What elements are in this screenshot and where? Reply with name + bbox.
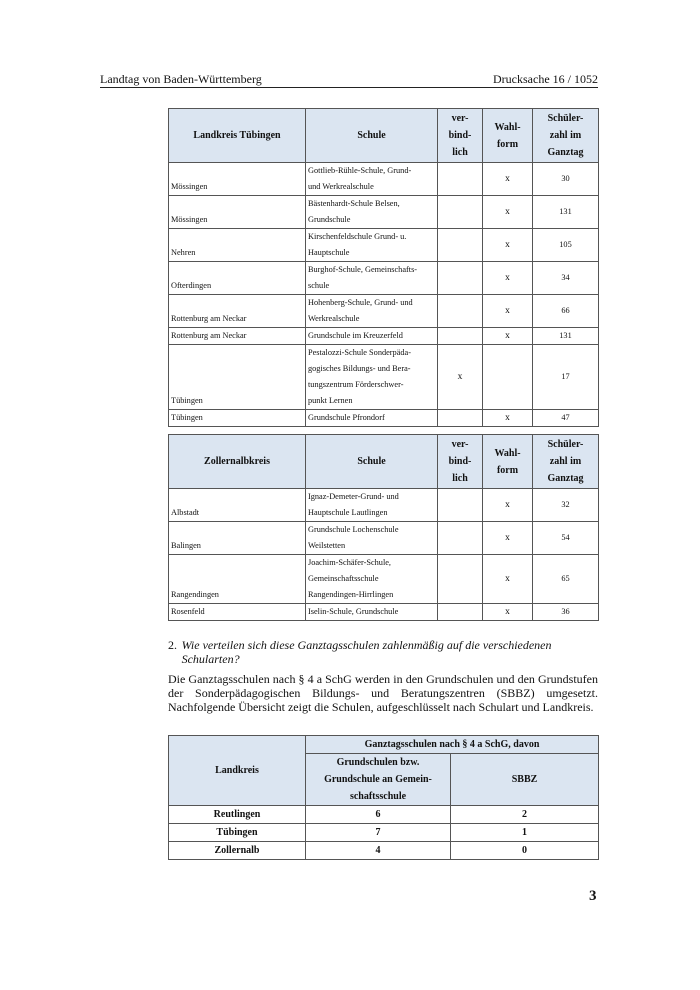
cell-schuelerzahl: 131 [533, 328, 599, 345]
cell-verbindlich [438, 522, 483, 555]
cell-schuelerzahl: 36 [533, 604, 599, 621]
header-landkreis: Landkreis Tübingen [169, 109, 306, 163]
table-row [169, 806, 599, 824]
table-row [169, 489, 599, 522]
table-row [169, 604, 599, 621]
table-landkreis-tuebingen [168, 108, 599, 427]
cell-grundschulen: 7 [306, 824, 451, 842]
cell-schule: Bästenhardt-Schule Belsen, Grundschule [306, 196, 438, 229]
header-document-number: Drucksache 16 / 1052 [493, 72, 598, 86]
cell-wahlform: x [483, 555, 533, 604]
cell-schule: Grundschule Lochenschule Weilstetten [306, 522, 438, 555]
cell-schuelerzahl: 54 [533, 522, 599, 555]
cell-wahlform: x [483, 295, 533, 328]
cell-ort: Albstadt [169, 489, 306, 522]
cell-grundschulen: 6 [306, 806, 451, 824]
table-row [169, 824, 599, 842]
page-number: 3 [589, 888, 597, 904]
question-text: Wie verteilen sich diese Ganztagsschulen zahlenmäßig auf die verschiedenen Schularten? [181, 638, 552, 666]
header-schuelerzahl: Schüler- zahl im Ganztag [533, 109, 599, 163]
cell-ort: Tübingen [169, 345, 306, 410]
cell-ort: Rottenburg am Neckar [169, 328, 306, 345]
cell-schule: Pestalozzi-Schule Sonderpäda- gogisches Bildungs- und Bera- tungszentrum Förderschwer- punkt Lernen [306, 345, 438, 410]
cell-ort: Balingen [169, 522, 306, 555]
header-sbbz: SBBZ [451, 754, 599, 806]
table-row [169, 196, 599, 229]
cell-landkreis: Reutlingen [169, 806, 306, 824]
header-verbindlich: ver- bind- lich [438, 109, 483, 163]
table-header-row [169, 109, 599, 163]
cell-verbindlich [438, 163, 483, 196]
cell-wahlform: x [483, 522, 533, 555]
cell-wahlform: x [483, 328, 533, 345]
header-grundschulen: Grundschulen bzw. Grundschule an Gemein- schaftsschule [306, 754, 451, 806]
cell-verbindlich [438, 295, 483, 328]
header-ganztagsschulen: Ganztagsschulen nach § 4 a SchG, davon [306, 736, 599, 754]
cell-ort: Mössingen [169, 196, 306, 229]
header-schuelerzahl: Schüler- zahl im Ganztag [533, 435, 599, 489]
cell-schuelerzahl: 131 [533, 196, 599, 229]
cell-schuelerzahl: 32 [533, 489, 599, 522]
table-row [169, 555, 599, 604]
table-row [169, 229, 599, 262]
cell-verbindlich [438, 328, 483, 345]
cell-verbindlich: x [438, 345, 483, 410]
cell-schule: Kirschenfeldschule Grund- u. Hauptschule [306, 229, 438, 262]
answer-paragraph: Die Ganztagsschulen nach § 4 a SchG werden in den Grundschulen und den Grundstufen der Sonderpädagogischen Bildungs- und Beratungszentren (SBBZ) umgesetzt. Nachfolgende Übersicht zeigt die Schulen, aufgeschlüsselt nach Schulart und Landkreis. [168, 672, 598, 714]
cell-schule: Hohenberg-Schule, Grund- und Werkrealschule [306, 295, 438, 328]
cell-sbbz: 1 [451, 824, 599, 842]
header-wahlform: Wahl- form [483, 109, 533, 163]
cell-wahlform: x [483, 410, 533, 427]
cell-wahlform: x [483, 604, 533, 621]
cell-wahlform [483, 345, 533, 410]
cell-wahlform: x [483, 163, 533, 196]
cell-schuelerzahl: 105 [533, 229, 599, 262]
table-row [169, 295, 599, 328]
cell-verbindlich [438, 229, 483, 262]
header-landkreis: Zollernalbkreis [169, 435, 306, 489]
cell-verbindlich [438, 604, 483, 621]
cell-ort: Nehren [169, 229, 306, 262]
question-2 [168, 638, 598, 666]
header-schule: Schule [306, 109, 438, 163]
cell-schuelerzahl: 66 [533, 295, 599, 328]
header-wahlform: Wahl- form [483, 435, 533, 489]
cell-landkreis: Tübingen [169, 824, 306, 842]
cell-schuelerzahl: 65 [533, 555, 599, 604]
table-row [169, 522, 599, 555]
cell-ort: Rottenburg am Neckar [169, 295, 306, 328]
cell-verbindlich [438, 410, 483, 427]
page-header [100, 72, 598, 88]
cell-sbbz: 2 [451, 806, 599, 824]
question-number: 2. [168, 638, 177, 652]
table-row [169, 345, 599, 410]
summary-header-row [169, 736, 599, 754]
cell-landkreis: Zollernalb [169, 842, 306, 860]
cell-wahlform: x [483, 489, 533, 522]
cell-wahlform: x [483, 229, 533, 262]
cell-wahlform: x [483, 262, 533, 295]
cell-schule: Joachim-Schäfer-Schule, Gemeinschaftsschule Rangendingen-Hirrlingen [306, 555, 438, 604]
table-row [169, 410, 599, 427]
cell-schuelerzahl: 17 [533, 345, 599, 410]
cell-grundschulen: 4 [306, 842, 451, 860]
cell-schule: Gottlieb-Rühle-Schule, Grund- und Werkrealschule [306, 163, 438, 196]
header-parliament: Landtag von Baden-Württemberg [100, 72, 262, 86]
cell-schule: Burghof-Schule, Gemeinschafts- schule [306, 262, 438, 295]
cell-schule: Iselin-Schule, Grundschule [306, 604, 438, 621]
cell-ort: Rosenfeld [169, 604, 306, 621]
cell-schuelerzahl: 30 [533, 163, 599, 196]
table-row [169, 163, 599, 196]
header-verbindlich: ver- bind- lich [438, 435, 483, 489]
cell-verbindlich [438, 262, 483, 295]
cell-schuelerzahl: 47 [533, 410, 599, 427]
table-row [169, 842, 599, 860]
cell-schule: Ignaz-Demeter-Grund- und Hauptschule Lautlingen [306, 489, 438, 522]
table-zollernalbkreis [168, 434, 599, 621]
header-schule: Schule [306, 435, 438, 489]
cell-schule: Grundschule Pfrondorf [306, 410, 438, 427]
cell-schuelerzahl: 34 [533, 262, 599, 295]
cell-verbindlich [438, 489, 483, 522]
table-summary [168, 735, 599, 860]
cell-schule: Grundschule im Kreuzerfeld [306, 328, 438, 345]
cell-verbindlich [438, 555, 483, 604]
cell-ort: Ofterdingen [169, 262, 306, 295]
cell-ort: Mössingen [169, 163, 306, 196]
header-landkreis: Landkreis [169, 736, 306, 806]
table-row [169, 328, 599, 345]
cell-ort: Tübingen [169, 410, 306, 427]
cell-ort: Rangendingen [169, 555, 306, 604]
table-header-row [169, 435, 599, 489]
cell-wahlform: x [483, 196, 533, 229]
table-row [169, 262, 599, 295]
cell-sbbz: 0 [451, 842, 599, 860]
cell-verbindlich [438, 196, 483, 229]
